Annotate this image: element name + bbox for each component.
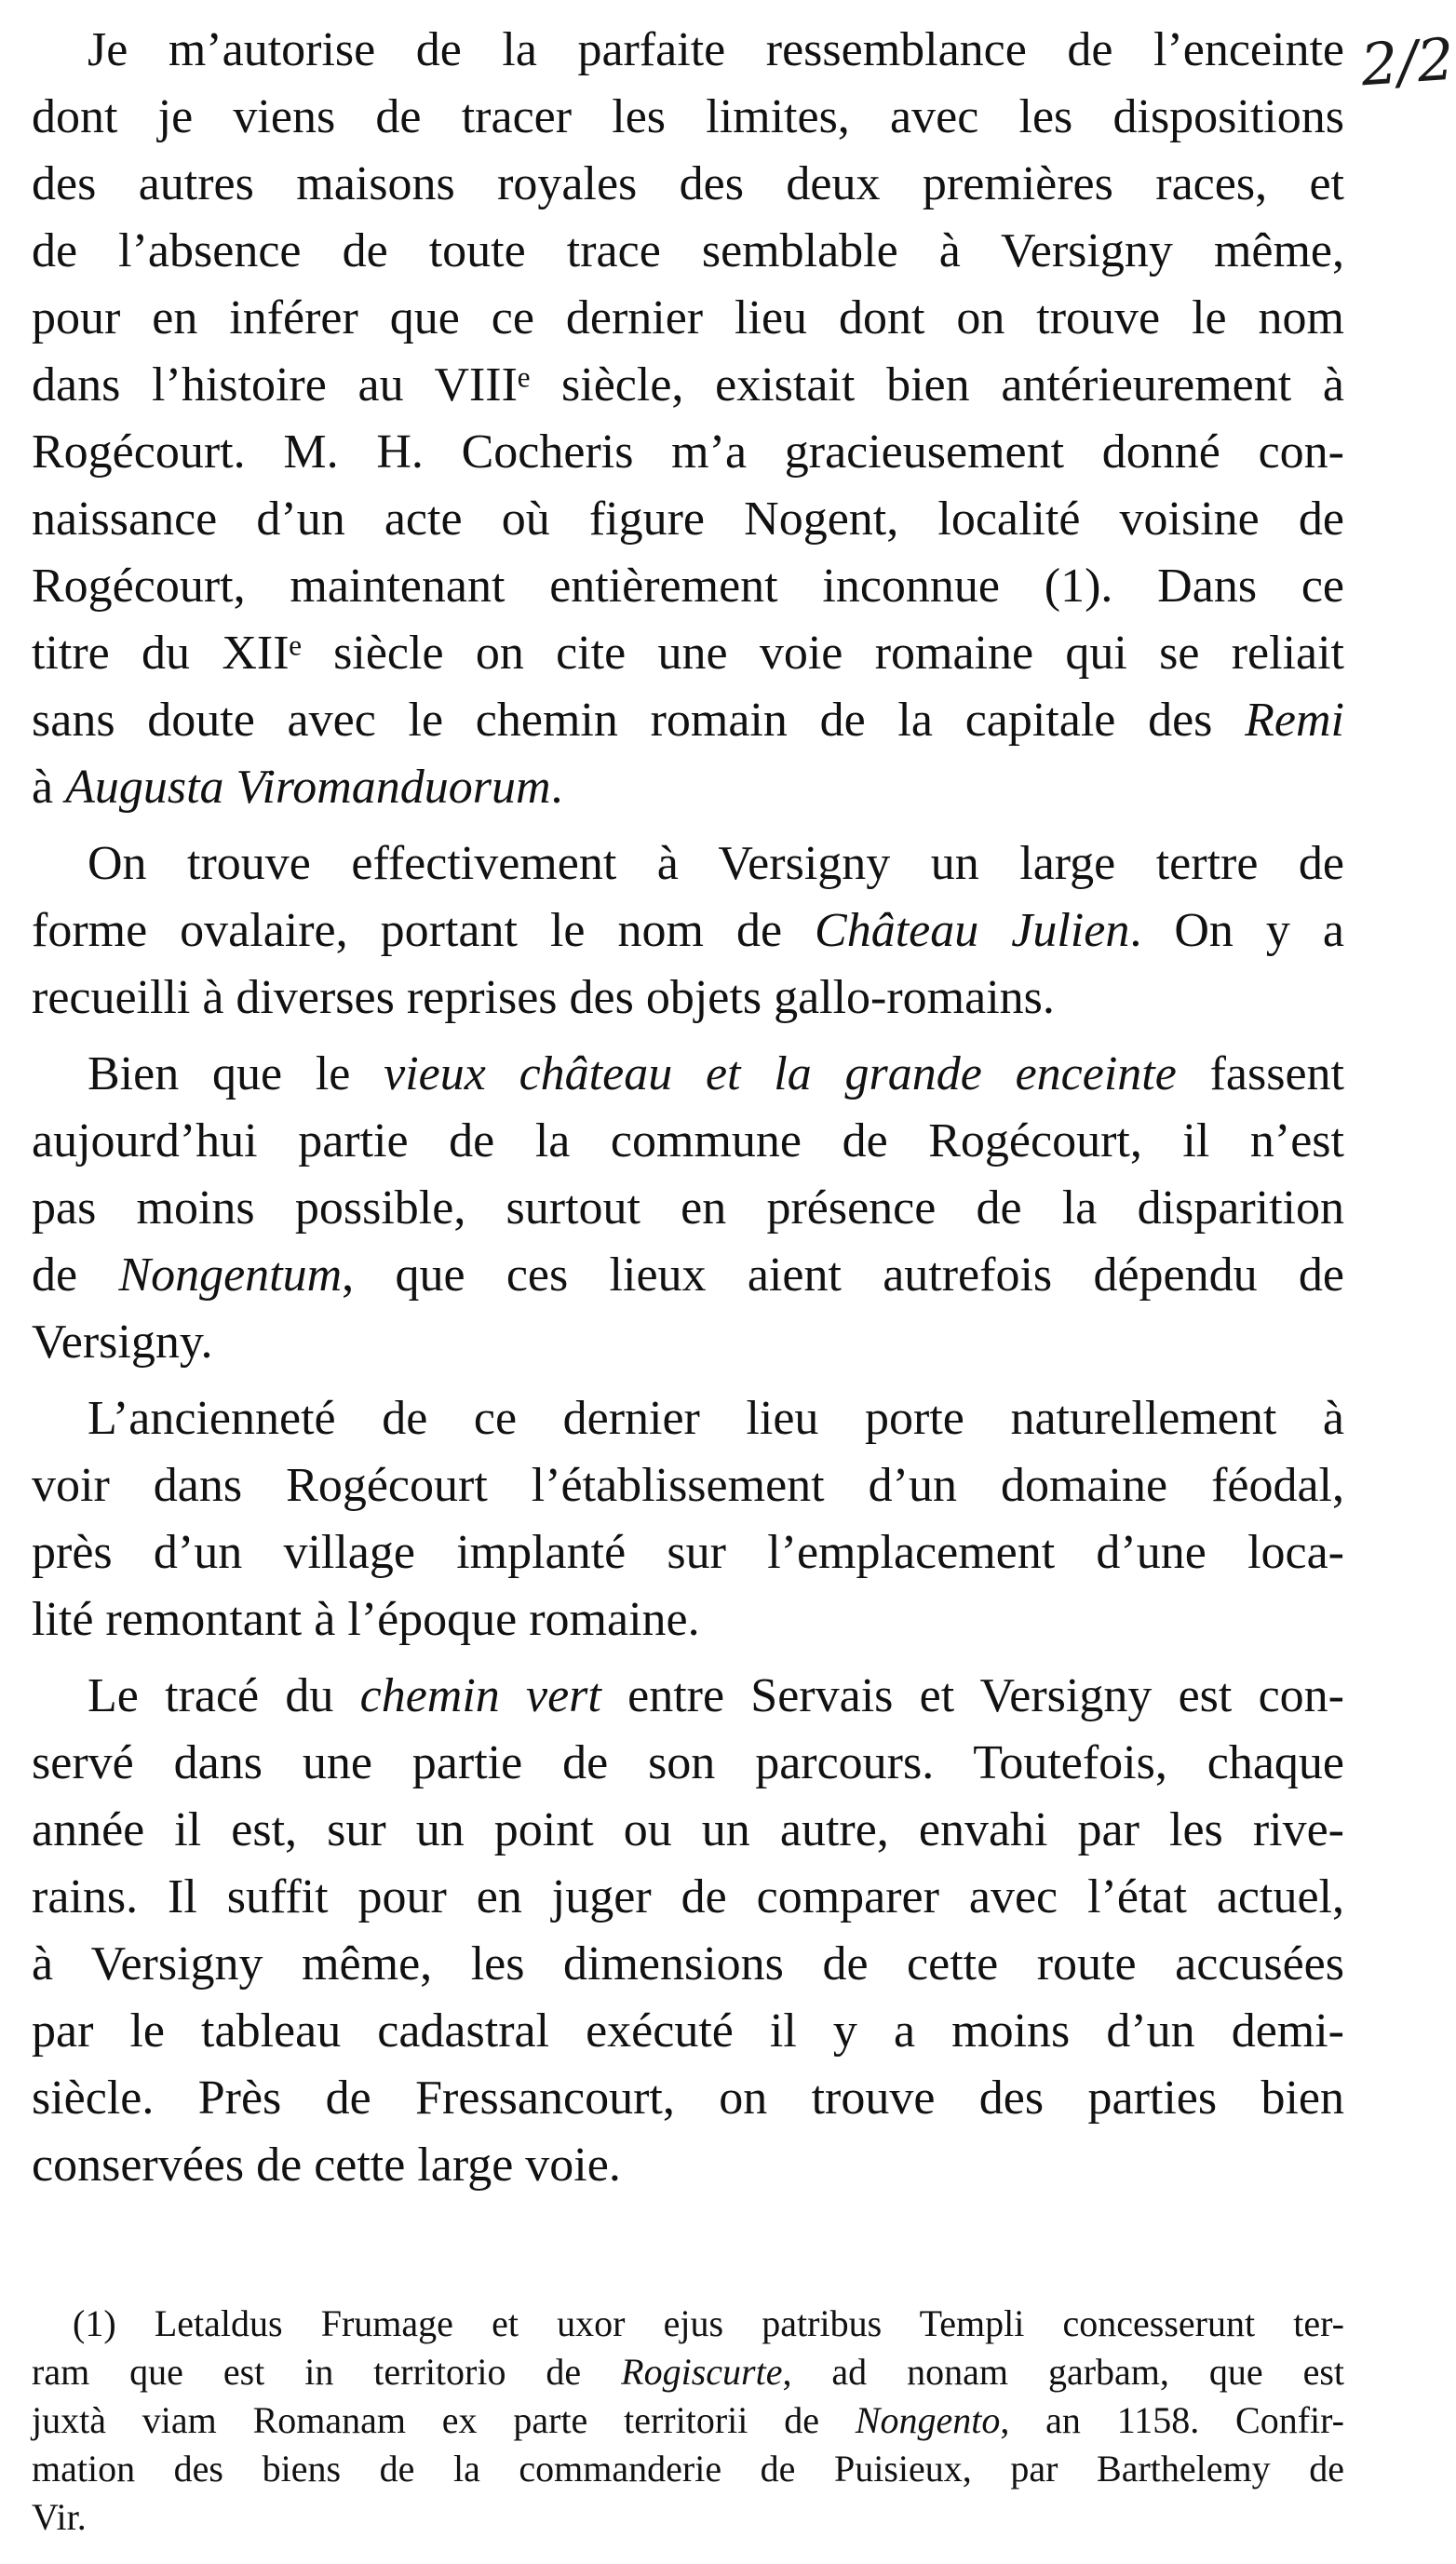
text-line: L’ancienneté de ce dernier lieu porte naturellement à — [88, 1392, 1344, 1445]
text-line: On trouve effectivement à Versigny un large tertre de — [88, 837, 1344, 890]
footnote-line: juxtà viam Romanam ex parte territorii de Nongento, an 1158. Confir- — [32, 2399, 1344, 2441]
paragraph — [32, 17, 1344, 821]
text-line: lité remontant à l’époque romaine. — [32, 1593, 700, 1646]
text-line: Le tracé du chemin vert entre Servais et Versigny est con- — [88, 1669, 1344, 1722]
text-line: par le tableau cadastral exécuté il y a moins d’un demi- — [32, 2004, 1344, 2058]
text-line: à Augusta Viromanduorum. — [32, 761, 563, 814]
footnote-line: ram que est in territorio de Rogiscurte, ad nonam garbam, que est — [32, 2351, 1344, 2393]
text-line: rains. Il suffit pour en juger de comparer avec l’état actuel, — [32, 1870, 1344, 1923]
text-line: naissance d’un acte où figure Nogent, localité voisine de — [32, 493, 1344, 546]
paragraph — [32, 1385, 1344, 1653]
text-line: près d’un village implanté sur l’emplacement d’une loca- — [32, 1526, 1344, 1579]
text-line: pas moins possible, surtout en présence de la disparition — [32, 1181, 1344, 1235]
footnote — [32, 2300, 1344, 2542]
text-line: dans l’histoire au VIIIᵉ siècle, existait bien antérieurement à — [32, 358, 1344, 412]
page-number-mark: 2/2 — [1358, 24, 1456, 100]
text-line: à Versigny même, les dimensions de cette route accusées — [32, 1937, 1344, 1990]
text-line: dont je viens de tracer les limites, avec les dispositions — [32, 90, 1344, 143]
text-line: recueilli à diverses reprises des objets gallo-romains. — [32, 971, 1055, 1024]
text-line: forme ovalaire, portant le nom de Château Julien. On y a — [32, 904, 1344, 957]
text-line: siècle. Près de Fressancourt, on trouve des parties bien — [32, 2071, 1344, 2125]
text-line: pour en inférer que ce dernier lieu dont on trouve le nom — [32, 291, 1344, 344]
paragraph — [32, 830, 1344, 1032]
text-line: des autres maisons royales des deux premières races, et — [32, 157, 1344, 210]
text-line: Versigny. — [32, 1316, 213, 1369]
text-line: titre du XIIᵉ siècle on cite une voie romaine qui se reliait — [32, 627, 1344, 680]
text-line: année il est, sur un point ou un autre, envahi par les rive- — [32, 1803, 1344, 1856]
footnote-line: mation des biens de la commanderie de Puisieux, par Barthelemy de — [32, 2448, 1344, 2490]
text-line: Je m’autorise de la parfaite ressemblance de l’enceinte — [88, 23, 1344, 76]
text-line: voir dans Rogécourt l’établissement d’un domaine féodal, — [32, 1459, 1344, 1512]
text-line: Rogécourt. M. H. Cocheris m’a gracieusement donné con- — [32, 425, 1344, 479]
footnote-line: (1) Letaldus Frumage et uxor ejus patribus Templi concesserunt ter- — [73, 2302, 1344, 2344]
footnote-line: Vir. — [32, 2496, 87, 2538]
text-line: servé dans une partie de son parcours. Toutefois, chaque — [32, 1736, 1344, 1789]
text-line: Rogécourt, maintenant entièrement inconnue (1). Dans ce — [32, 560, 1344, 613]
text-line: de Nongentum, que ces lieux aient autrefois dépendu de — [32, 1248, 1344, 1302]
text-line: de l’absence de toute trace semblable à Versigny même, — [32, 224, 1344, 277]
paragraph — [32, 1663, 1344, 2199]
text-line: Bien que le vieux château et la grande enceinte fassent — [88, 1047, 1344, 1100]
paragraph — [32, 1041, 1344, 1376]
text-line: conservées de cette large voie. — [32, 2139, 621, 2192]
text-line: aujourd’hui partie de la commune de Rogécourt, il n’est — [32, 1114, 1344, 1167]
text-line: sans doute avec le chemin romain de la capitale des Remi — [32, 694, 1344, 747]
body-text — [32, 17, 1344, 2199]
